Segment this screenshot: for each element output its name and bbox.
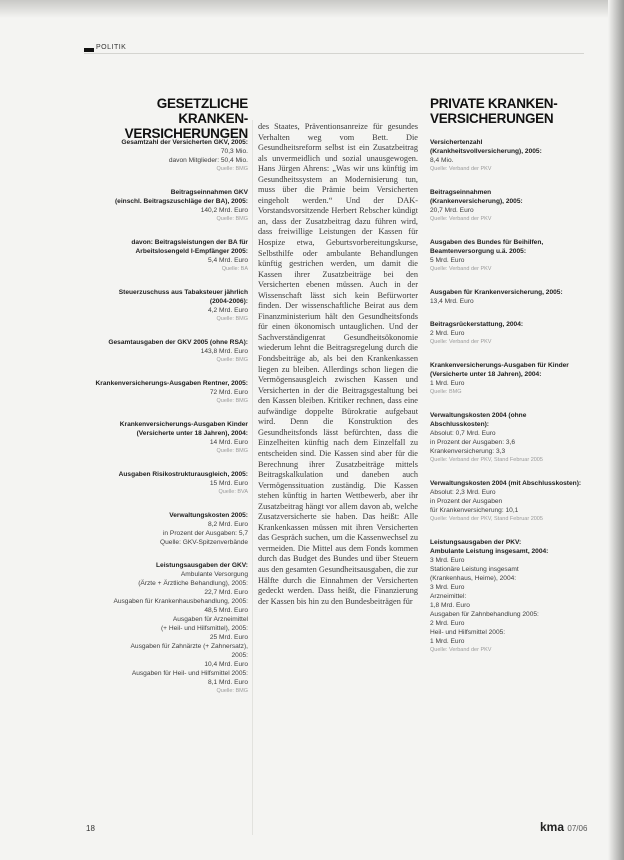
gkv-fact-label: (2004-2006): <box>209 298 248 305</box>
brand-logo: kma <box>540 820 565 834</box>
gkv-fact-label: (einschl. Beitragszuschläge der BA), 2005: <box>114 198 248 205</box>
gkv-fact-block <box>86 470 248 497</box>
pkv-fact-label: Versichertenzahl <box>430 139 483 146</box>
pkv-facts-column <box>430 138 582 669</box>
pkv-fact-label: Verwaltungskosten 2004 (ohne Abschlusskosten): <box>430 412 527 428</box>
gkv-fact-value: Ausgaben für Arzneimittel <box>172 616 248 623</box>
gkv-fact-label: Krankenversicherungs-Ausgaben Kinder <box>119 421 248 428</box>
scan-shadow-right <box>608 0 624 860</box>
pkv-fact-label: Ausgaben für Krankenversicherung, 2005: <box>430 289 563 296</box>
pkv-fact-value: in Prozent der Ausgaben <box>430 498 503 505</box>
gkv-fact-label: Gesamtzahl der Versicherten GKV, 2005: <box>121 139 248 146</box>
pkv-fact-value: Krankenversicherung: 3,3 <box>430 448 506 455</box>
gkv-fact-label: davon: Beitragsleistungen der BA für <box>131 239 248 246</box>
gkv-fact-value: 143,8 Mrd. Euro <box>200 348 248 355</box>
pkv-fact-value: Absolut: 0,7 Mrd. Euro <box>430 430 496 437</box>
gkv-fact-block <box>86 379 248 406</box>
pkv-fact-value: 1 Mrd. Euro <box>430 380 465 387</box>
pkv-heading-line: VERSICHERUNGEN <box>430 111 554 126</box>
pkv-fact-block <box>430 238 582 274</box>
gkv-fact-value: 25 Mrd. Euro <box>209 634 248 641</box>
pkv-fact-source: Quelle: BMG <box>430 389 462 395</box>
pkv-heading-line: PRIVATE KRANKEN- <box>430 96 558 111</box>
pkv-fact-value: 2 Mrd. Euro <box>430 330 465 337</box>
gkv-fact-value: 5,4 Mrd. Euro <box>208 257 248 264</box>
issue-number: 07/06 <box>567 824 588 833</box>
pkv-fact-value: 2 Mrd. Euro <box>430 620 465 627</box>
pkv-fact-source: Quelle: Verband der PKV <box>430 166 492 172</box>
gkv-fact-value: 10,4 Mrd. Euro <box>204 661 248 668</box>
pkv-fact-source: Quelle: Verband der PKV, Stand Februar 2005 <box>430 516 543 522</box>
gkv-fact-value: 8,1 Mrd. Euro <box>208 679 248 686</box>
gkv-fact-source: Quelle: BA <box>221 266 248 272</box>
pkv-fact-label: (Krankheitsvollversicherung), 2005: <box>430 148 542 155</box>
gkv-fact-block <box>86 138 248 174</box>
pkv-fact-source: Quelle: Verband der PKV <box>430 266 492 272</box>
pkv-fact-label: Verwaltungskosten 2004 (mit Abschlusskosten): <box>430 480 582 487</box>
gkv-fact-value: 72 Mrd. Euro <box>209 389 248 396</box>
column-divider <box>252 120 253 835</box>
pkv-fact-block <box>430 188 582 224</box>
gkv-fact-value: 8,2 Mrd. Euro <box>208 521 248 528</box>
pkv-fact-value: 5 Mrd. Euro <box>430 257 465 264</box>
pkv-fact-block <box>430 288 582 306</box>
gkv-heading-line: GESETZLICHE KRANKEN- <box>156 96 248 126</box>
pkv-fact-label: Ausgaben des Bundes für Beihilfen, <box>430 239 544 246</box>
scan-shadow-top <box>0 0 624 18</box>
pkv-fact-label: Beitragseinnahmen <box>430 189 492 196</box>
gkv-fact-value: in Prozent der Ausgaben: 5,7 <box>162 530 248 537</box>
gkv-heading <box>88 96 248 141</box>
gkv-fact-label: Beitragseinnahmen GKV <box>170 189 248 196</box>
gkv-fact-value: 14 Mrd. Euro <box>209 439 248 446</box>
pkv-fact-value: 8,4 Mio. <box>430 157 454 164</box>
pkv-fact-value: (Krankenhaus, Heime), 2004: <box>430 575 517 582</box>
gkv-fact-source: Quelle: BMG <box>216 688 248 694</box>
pkv-fact-block <box>430 138 582 174</box>
page-number: 18 <box>86 824 95 833</box>
pkv-fact-value: in Prozent der Ausgaben: 3,6 <box>430 439 516 446</box>
pkv-fact-label: Ambulante Leistung insgesamt, 2004: <box>430 548 549 555</box>
gkv-fact-value: (+ Heil- und Hilfsmittel), 2005: <box>160 625 248 632</box>
gkv-fact-value: 2005: <box>231 652 248 659</box>
gkv-fact-block <box>86 511 248 547</box>
pkv-fact-value: Absolut: 2,3 Mrd. Euro <box>430 489 496 496</box>
gkv-fact-block <box>86 288 248 324</box>
gkv-fact-block <box>86 561 248 696</box>
pkv-fact-value: 20,7 Mrd. Euro <box>430 207 474 214</box>
gkv-fact-value: 4,2 Mrd. Euro <box>208 307 248 314</box>
pkv-fact-source: Quelle: Verband der PKV <box>430 339 492 345</box>
gkv-fact-label: Leistungsausgaben der GKV: <box>156 562 248 569</box>
gkv-fact-value: 70,3 Mio. <box>220 148 248 155</box>
article-paragraph: des Staates, Präventionsanreize für gesundes Verhalten weg vom Bett. Die Gesundheitsreform selbst ist ein Zusatzbeitrag als unvermeidlich und sozial unausgewogen. Hans Jürgen Ahrens: „Was wir uns künftig im Gesundheitssystem an Modernisierung tun, muss über die Prämie beim Versicherten eingeholt werden.“ Und der DAK-Vorstandsvorsitzende Herbert Rebscher kündigt an, dass der Zusatzbeitrag dazu führen wird, dass freiwillige Leistungen der Kassen für Hospize etwa, Geburtsvorbereitungskurse, Selbsthilfe oder ambulante Behandlungen künftig gestrichen werden, um damit die Kassen ihrer Zusatzbeiträge bei den Versicherten ebenen müssen. Auch in der Wissenschaft lässt sich kein Befürworter finden. Der wissenschaftliche Beirat aus dem Finanzministerium hält den Gesundheitsfonds für einen ökonomisch untauglichen. Und der Sachverständigenrat Gesundheitsökonomie wiederum lehnt die Beitragsregelung durch die Fondsbeiträge ab, als bei den Krankenkassen liegen zu bleiben. Allerdings schon liegen die Vermögensausgleich zwischen Kassen und Versicherten in der die Beitragsgestaltung bei den Kassen bleiben. Kritiker rechnen, dass eine aufwändige doppelte Bürokratie aufgebaut wird. Denn die Konstruktion des Gesundheitsfonds lässt befürchten, dass die Einzelheiten künftig nach dem Einzelfall zu entscheiden sind. Die Kassen sind aber für die Berechnung ihrer Zusatzbeiträge mittels Beitragskalkulation und daneben auch Vermögenssituation zuständig. Die Kassen stehen künftig in harten Wettbewerb, aber ihr Zusatzbeitrag hängt vor allem davon ab, welche Zusatzversicherte sie haben. Das heißt: Alle Krankenkassen müssen mit ihren Versicherten das Gespräch suchen, um die Kassenwechsel zu vermeiden. Die Mittel aus dem Fonds kommen durch das Budget des Bundes und über Steuern aus den gesamten Gesundheitsausgaben, die zur Hälfte durch die Einnahmen der Versicherten gedeckt werden. Dass heißt, die Finanzierung der Kassen bis hin zu den Bundesbeiträgen für <box>258 122 418 606</box>
gkv-fact-value: 15 Mrd. Euro <box>209 480 248 487</box>
gkv-fact-value: Ausgaben für Zahnärzte (+ Zahnersatz), <box>130 643 248 650</box>
pkv-fact-label: Beamtenversorgung u.ä. 2005: <box>430 248 527 255</box>
gkv-fact-source: Quelle: BMG <box>216 166 248 172</box>
pkv-fact-source: Quelle: Verband der PKV <box>430 216 492 222</box>
pkv-fact-value: 1 Mrd. Euro <box>430 638 465 645</box>
pkv-fact-label: (Krankenversicherung), 2005: <box>430 198 523 205</box>
gkv-facts-column <box>86 138 248 710</box>
gkv-fact-source: Quelle: BVA <box>218 489 248 495</box>
article-body-column <box>258 122 418 607</box>
pkv-fact-source: Quelle: Verband der PKV <box>430 647 492 653</box>
pkv-fact-value: 1,8 Mrd. Euro <box>430 602 470 609</box>
gkv-fact-source: Quelle: BMG <box>216 448 248 454</box>
pkv-fact-value: Ausgaben für Zahnbehandlung 2005: <box>430 611 539 618</box>
gkv-fact-label: Arbeitslosengeld I-Empfänger 2005: <box>135 248 248 255</box>
pkv-fact-block <box>430 411 582 465</box>
pkv-fact-value: 3 Mrd. Euro <box>430 557 465 564</box>
gkv-fact-label: Gesamtausgaben der GKV 2005 (ohne RSA): <box>108 339 248 346</box>
pkv-fact-block <box>430 320 582 347</box>
gkv-fact-label: (Versicherte unter 18 Jahren), 2004: <box>136 430 248 437</box>
pkv-fact-label: Beitragsrückerstattung, 2004: <box>430 321 524 328</box>
gkv-fact-block <box>86 188 248 224</box>
gkv-fact-source: Quelle: BMG <box>216 357 248 363</box>
gkv-fact-value: Quelle: GKV-Spitzenverbände <box>160 539 248 546</box>
pkv-fact-value: 13,4 Mrd. Euro <box>430 298 474 305</box>
gkv-fact-label: Verwaltungskosten 2005: <box>169 512 248 519</box>
gkv-fact-value: 22,7 Mrd. Euro <box>204 589 248 596</box>
gkv-fact-value: (Ärzte + Ärztliche Behandlung), 2005: <box>138 580 248 587</box>
gkv-fact-value: Ambulante Versorgung <box>180 571 248 578</box>
gkv-fact-label: Ausgaben Risikostrukturausgleich, 2005: <box>118 471 248 478</box>
gkv-fact-source: Quelle: BMG <box>216 398 248 404</box>
pkv-fact-value: für Krankenversicherung: 10,1 <box>430 507 519 514</box>
gkv-fact-value: Ausgaben für Heil- und Hilfsmittel 2005: <box>131 670 248 677</box>
gkv-fact-label: Krankenversicherungs-Ausgaben Rentner, 2005: <box>95 380 248 387</box>
gkv-fact-value: davon Mitglieder: 50,4 Mio. <box>168 157 248 164</box>
pkv-fact-value: Heil- und Hilfsmittel 2005: <box>430 629 506 636</box>
pkv-fact-value: Arzneimittel: <box>430 593 467 600</box>
gkv-fact-block <box>86 238 248 274</box>
pkv-fact-label: Krankenversicherungs-Ausgaben für Kinder <box>430 362 569 369</box>
gkv-fact-label: Steuerzuschuss aus Tabaksteuer jährlich <box>118 289 248 296</box>
pkv-fact-block <box>430 361 582 397</box>
magazine-brand <box>540 820 587 834</box>
gkv-heading-line: VERSICHERUNGEN <box>124 126 248 141</box>
section-marker <box>84 48 94 52</box>
pkv-fact-label: Leistungsausgaben der PKV: <box>430 539 522 546</box>
pkv-fact-value: Stationäre Leistung insgesamt <box>430 566 519 573</box>
gkv-fact-value: 140,2 Mrd. Euro <box>200 207 248 214</box>
pkv-heading <box>430 96 580 126</box>
gkv-fact-source: Quelle: BMG <box>216 216 248 222</box>
header-rule <box>84 53 584 54</box>
gkv-fact-value: 48,5 Mrd. Euro <box>204 607 248 614</box>
gkv-fact-value: Ausgaben für Krankenhausbehandlung, 2005: <box>113 598 248 605</box>
pkv-fact-block <box>430 479 582 524</box>
pkv-fact-source: Quelle: Verband der PKV, Stand Februar 2005 <box>430 457 543 463</box>
gkv-fact-block <box>86 420 248 456</box>
pkv-fact-label: (Versicherte unter 18 Jahren), 2004: <box>430 371 542 378</box>
gkv-fact-block <box>86 338 248 365</box>
section-label: POLITIK <box>96 44 127 51</box>
pkv-fact-block <box>430 538 582 655</box>
gkv-fact-source: Quelle: BMG <box>216 316 248 322</box>
pkv-fact-value: 3 Mrd. Euro <box>430 584 465 591</box>
